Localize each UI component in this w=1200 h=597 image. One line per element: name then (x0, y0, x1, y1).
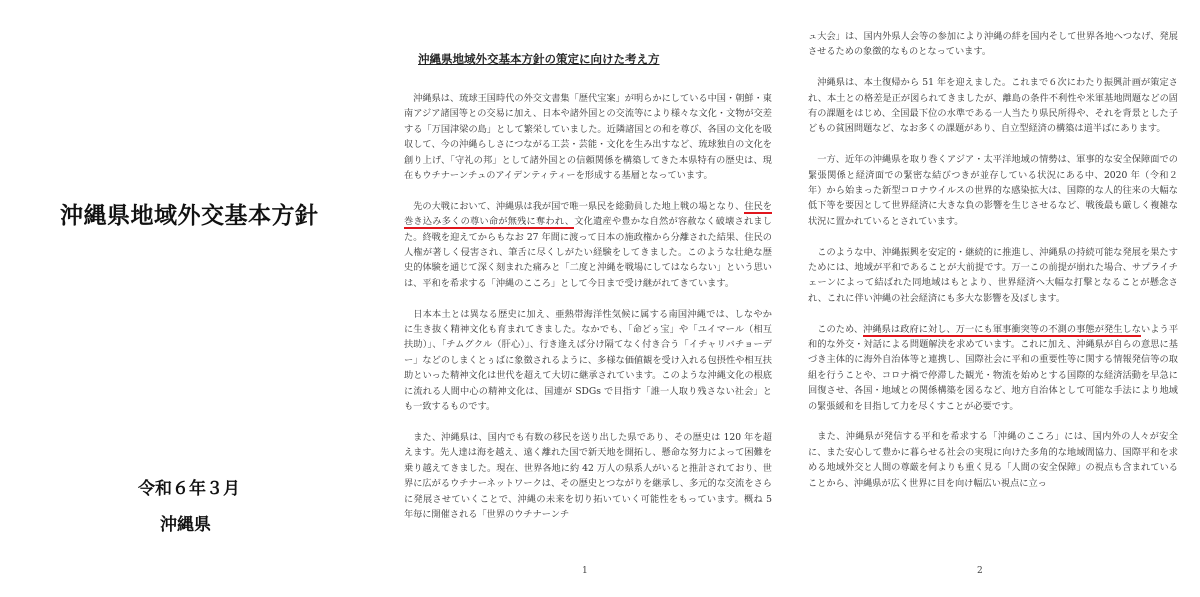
highlighted-text: 沖縄県は政府に対し、万一にも軍事衝突等の不測の事態が発生しな (863, 323, 1142, 335)
paragraph-text: 先の大戦において、沖縄県は我が国で唯一県民を総動員した地上戦の場となり、 (413, 200, 745, 212)
paragraph-text: 文化遺産や豊かな自然が容赦なく破壊されました。終戦を迎えてからもなお 27 年間に渡って日本の施政権から分離された結果、住民の人権が著しく侵害され、筆舌に尽くしがたい経験をしてきました。このような壮絶な歴史的体験を通じて深く刻まれた痛みと「二度と沖縄を戦場にしてはならない」という思いは、平和を希求する「沖縄のこころ」として今日まで受け継がれてきています。 (404, 216, 772, 289)
paragraph (404, 199, 772, 291)
paragraph-text: このため、 (817, 323, 864, 335)
paragraph: 沖縄県は、琉球王国時代の外交文書集「歴代宝案」が明らかにしている中国・朝鮮・東南アジア諸国等との交易に加え、日本や諸外国との交流等により様々な文化・文物が交差する「万国津梁の島」として繁栄していました。近隣諸国との和を尊び、各国の文化を吸収して、今の沖縄らしさにつながる工芸・芸能・文化を生み出すなど、琉球独自の文化を創り上げ、「守礼の邦」として諸外国との信頼関係を構築してきた本県特有の歴史は、現在もウチナーンチュのアイデンティティーを形成する基層となっています。 (404, 93, 772, 182)
paragraph: 日本本土とは異なる歴史に加え、亜熱帯海洋性気候に属する南国沖縄では、しなやかに生き抜く精神文化も育まれてきました。なかでも、「命どぅ宝」や「ユイマール（相互扶助）」、「チムグクル（肝心）」、行き逢えば分け隔てなく付き合う「イチャリバチョーデー」などのしまくとぅばに象徴されるように、多様な価値観を受け入れる包摂性や相互扶助といった精神文化は世代を超えて大切に継承されています。このような沖縄文化の根底に流れる人間中心の精神文化は、国連が SDGs で目指す「誰一人取り残さない社会」とも一致するものです。 (404, 308, 772, 413)
paragraph: ュ大会」は、国内外県人会等の参加により沖縄の絆を国内そして世界各地へつなげ、発展させるための象徴的なものとなっています。 (808, 31, 1178, 58)
page-number: 2 (977, 566, 983, 576)
cover-date: 令和６年３月 (138, 479, 240, 499)
paragraph (808, 322, 1178, 414)
page-1-body (404, 91, 772, 538)
cover-organization: 沖縄県 (160, 515, 211, 535)
paragraph-text: いよう平和的な外交・対話による問題解決を求めています。これに加え、沖縄県が自らの意思に基づき主体的に海外自治体等と連携し、国際社会に平和の重要性等に関する情報発信等の取組を行うことや、コロナ禍で停滞した観光・物流を始めとする国際的な経済活動を早急に回復させ、各国・地域との関係構築を図るなど、地方自治体として可能な手法により地域の緊張緩和を目指して力を尽くすことが必要です。 (808, 323, 1179, 412)
paragraph: このような中、沖縄振興を安定的・継続的に推進し、沖縄県の持続可能な発展を果たすためには、地域が平和であることが大前提です。万一この前提が崩れた場合、サプライチェーンによって結ばれた同地域はもとより、世界経済へ大幅な打撃となることが懸念され、これに伴い沖縄の社会経済にも多大な影響を及ぼします。 (808, 246, 1178, 304)
cover-page (0, 0, 392, 597)
highlighted-text: 住民を巻き込み多くの尊い命が無残に奪われ、 (404, 200, 772, 228)
paragraph: また、沖縄県が発信する平和を希求する「沖縄のこころ」には、国内外の人々が安全に、また安心して豊かに暮らせる社会の実現に向けた多角的な地域間協力、国際平和を求める地域外交と人間の尊厳を何よりも重く見る「人間の安全保障」の視点も含まれていることから、沖縄県が広く世界に目を向け幅広い視点に立っ (808, 431, 1178, 489)
paragraph: 沖縄県は、本土復帰から 51 年を迎えました。これまで６次にわたり振興計画が策定され、本土との格差是正が図られてきましたが、離島の条件不利性や米軍基地問題などの固有の課題をはじめ、全国最下位の水準である一人当たり県民所得や、それを背景とした子どもの貧困問題など、なお多くの課題があり、自立型経済の構築は道半ばにあります。 (808, 77, 1178, 135)
cover-title: 沖縄県地域外交基本方針 (60, 203, 319, 229)
paragraph: また、沖縄県は、国内でも有数の移民を送り出した県であり、その歴史は 120 年を超えます。先人達は海を越え、遠く離れた国で新天地を開拓し、懸命な努力によって困難を乗り越えてきました。現在、世界各地に約 42 万人の県系人がいると推計されており、世界に広がるウチナーネットワークは、その歴史とつながりを継承し、多元的な交流をさらに発展させていくことで、沖縄の未来を切り拓いていく可能性をもっています。概ね 5 年毎に開催される「世界のウチナーンチ (404, 431, 772, 520)
page-2-body (808, 29, 1178, 507)
paragraph: 一方、近年の沖縄県を取り巻くアジア・太平洋地域の情勢は、軍事的な安全保障面での緊張関係と経済面での緊密な結びつきが並存している状況にある中、2020 年（令和２年）から始まった新型コロナウイルスの世界的な感染拡大は、国際的な人的往来の大幅な低下等を要因として世界経済に大きな負の影響を生じさせるなど、戦後最も厳しく複雑な状況に置かれているとされています。 (808, 154, 1178, 227)
page-heading: 沖縄県地域外交基本方針の策定に向けた考え方 (418, 52, 660, 66)
page-number: 1 (582, 566, 588, 576)
